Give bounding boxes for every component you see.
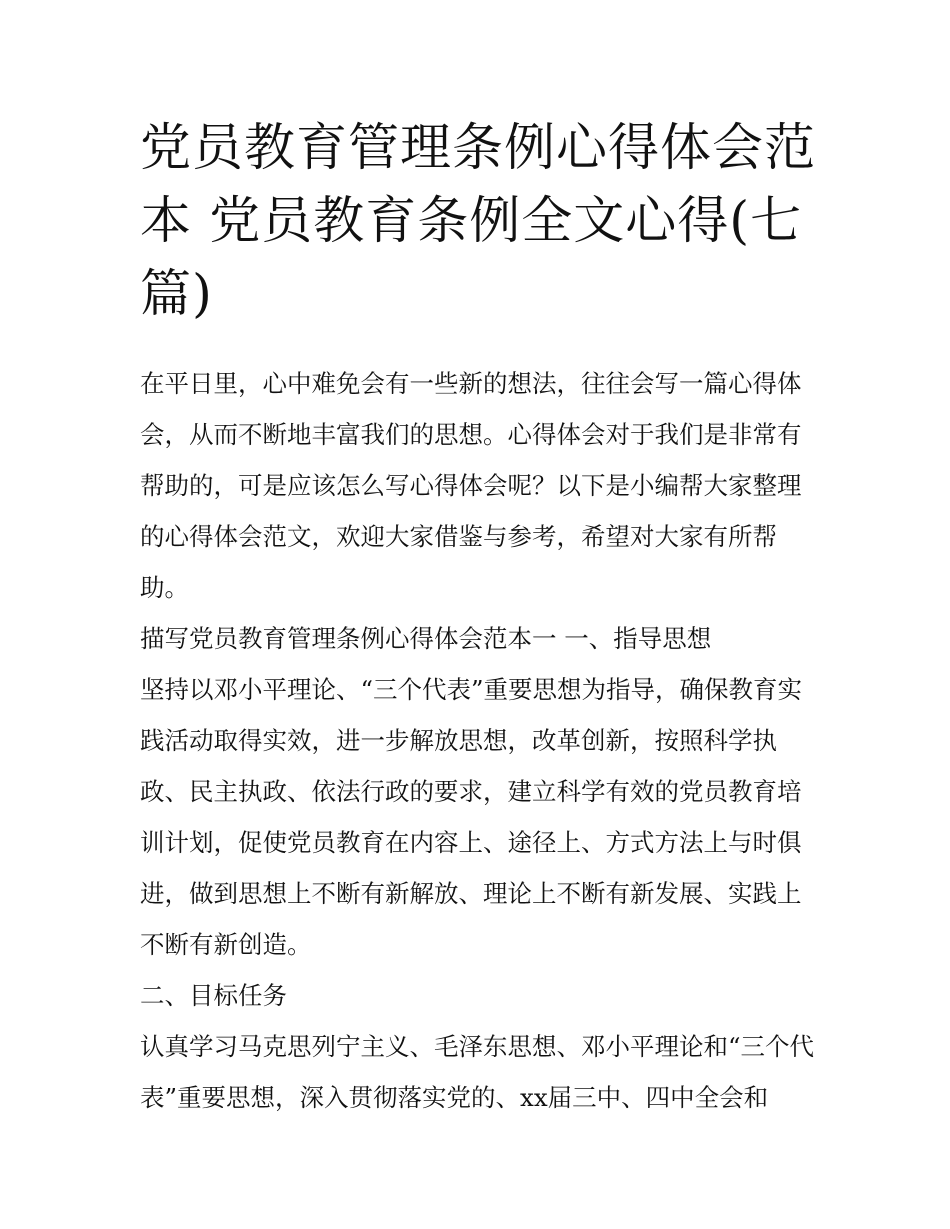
paragraph-section-heading-1: 描写党员教育管理条例心得体会范本一 一、指导思想	[140, 624, 712, 653]
paragraph-goals: 认真学习马克思列宁主义、毛泽东思想、邓小平理论和“三个代表”重要思想，深入贯彻落实党的、xx届三中、四中全会和	[140, 1032, 815, 1112]
paragraph-guiding-ideology: 坚持以邓小平理论、“三个代表”重要思想为指导，确保教育实践活动取得实效，进一步解放思想，改革创新，按照科学执政、民主执政、依法行政的要求，建立科学有效的党员教育培训计划，促使党员教育在内容上、途径上、方式方法上与时俱进，做到思想上不断有新解放、理论上不断有新发展、实践上不断有新创造。	[140, 675, 803, 959]
document-title: 党员教育管理条例心得体会范本 党员教育条例全文心得(七篇)	[140, 119, 817, 324]
document-body	[140, 358, 820, 1123]
paragraph-section-heading-2: 二、目标任务	[140, 981, 287, 1010]
paragraph-intro: 在平日里，心中难免会有一些新的想法，往往会写一篇心得体会，从而不断地丰富我们的思想。心得体会对于我们是非常有帮助的，可是应该怎么写心得体会呢？以下是小编帮大家整理的心得体会范文，欢迎大家借鉴与参考，希望对大家有所帮助。	[140, 369, 802, 602]
